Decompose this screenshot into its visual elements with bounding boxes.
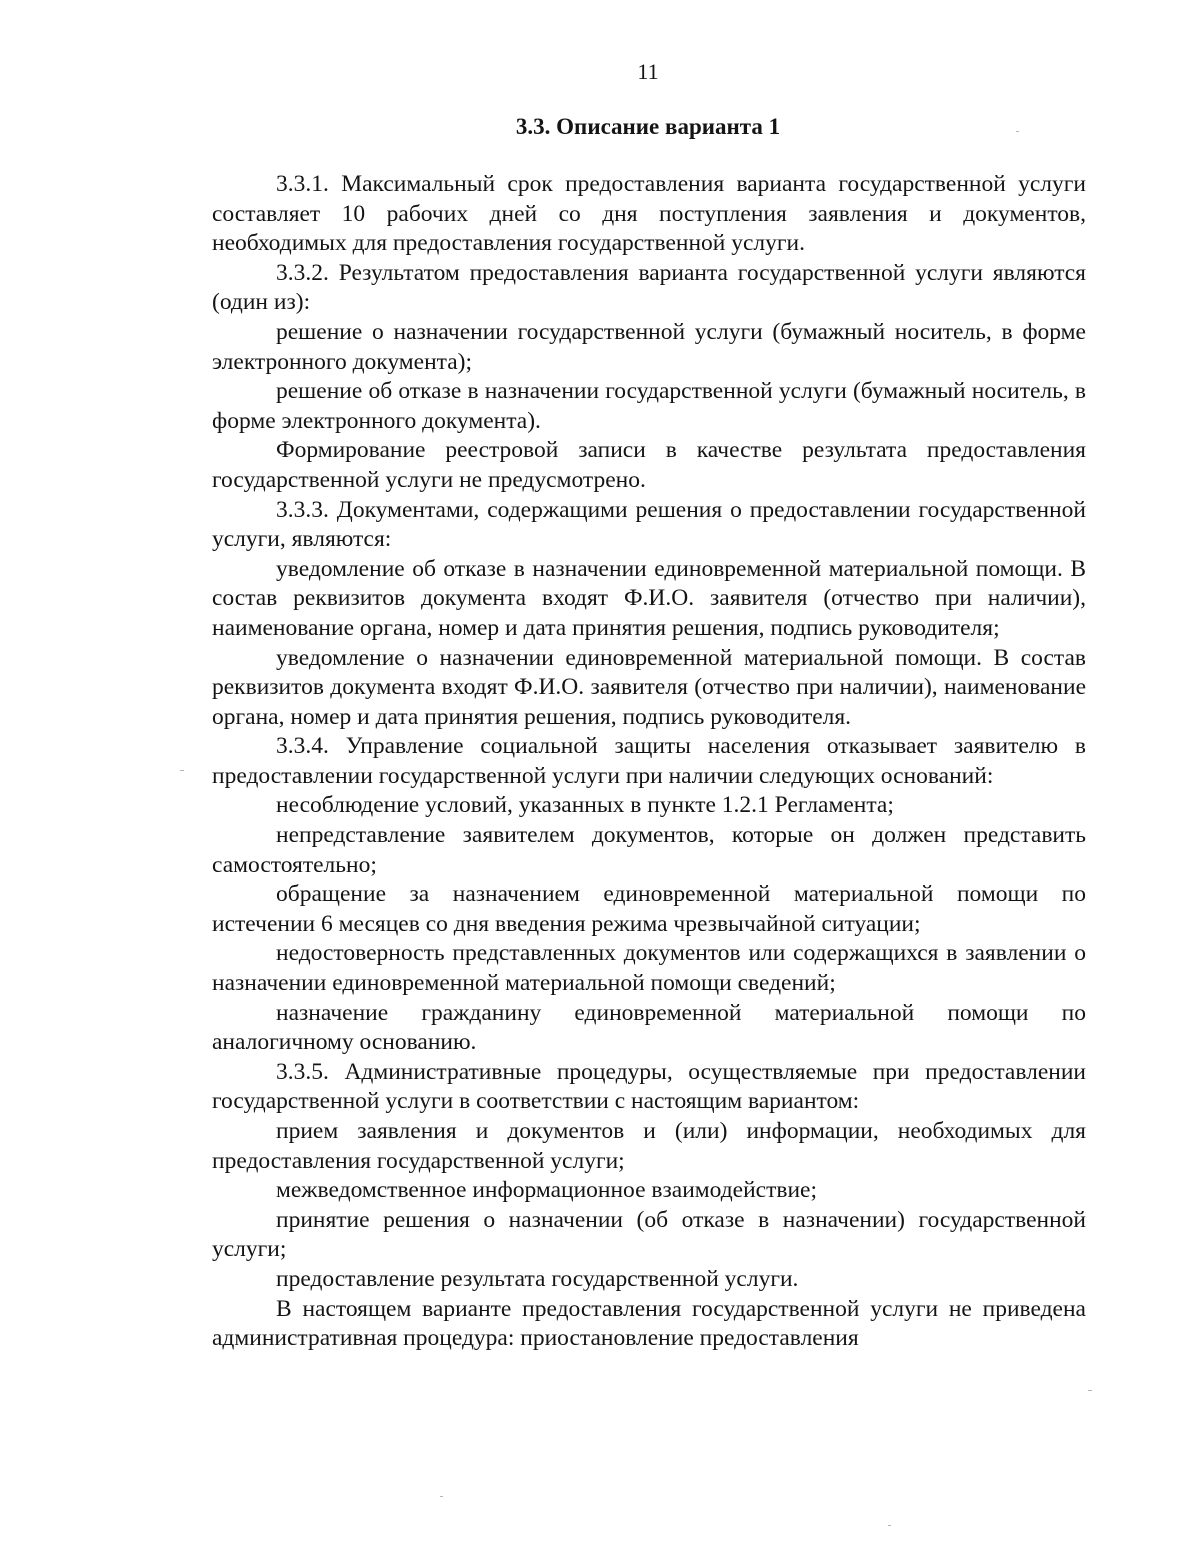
procedure-item-decision: принятие решения о назначении (об отказе в назначении) государственной услуги;	[212, 1206, 1086, 1263]
section-heading: 3.3. Описание варианта 1	[515, 114, 781, 139]
paragraph-3-3-1: 3.3.1. Максимальный срок предоставления варианта государственной услуги составляет 10 рабочих дней со дня поступления заявления и документов, необходимых для предоставления государственной услуги.	[212, 171, 1086, 257]
registry-record-note: Формирование реестровой записи в качестве результата предоставления государственной услуги не предусмотрено.	[212, 437, 1086, 493]
paragraph-no-suspension: В настоящем варианте предоставления государственной услуги не приведена административная процедура: приостановление предоставления	[212, 1295, 1086, 1352]
refusal-ground-inaccuracy: недостоверность представленных документов или содержащихся в заявлении о назначении единовременной материальной помощи сведений;	[212, 940, 1086, 997]
page-number: 11	[637, 59, 659, 84]
scan-speck	[440, 1496, 443, 1497]
scan-speck	[1016, 131, 1019, 132]
document-item-refusal-notice: уведомление об отказе в назначении единовременной материальной помощи. В состав реквизитов документа входят Ф.И.О. заявителя (отчество при наличии), наименование органа, номер и дата принятия решения, подпись руководителя;	[212, 555, 1086, 641]
scan-speck	[180, 770, 184, 771]
result-item-approval: решение о назначении государственной услуги (бумажный носитель, в форме электронного документа);	[212, 318, 1086, 375]
refusal-ground-conditions: несоблюдение условий, указанных в пункте 1.2.1 Регламента;	[276, 792, 894, 819]
refusal-ground-deadline: обращение за назначением единовременной материальной помощи по истечении 6 месяцев со дня введения режима чрезвычайной ситуации;	[212, 881, 1086, 937]
document-body	[212, 170, 1086, 1354]
paragraph-3-3-3: 3.3.3. Документами, содержащими решения о предоставлении государственной услуги, являются:	[212, 496, 1086, 553]
paragraph-3-3-2: 3.3.2. Результатом предоставления варианта государственной услуги являются (один из):	[212, 259, 1086, 316]
result-item-refusal: решение об отказе в назначении государственной услуги (бумажный носитель, в форме электронного документа).	[212, 378, 1086, 434]
procedure-item-interagency: межведомственное информационное взаимодействие;	[276, 1177, 818, 1204]
document-item-approval-notice: уведомление о назначении единовременной материальной помощи. В состав реквизитов документа входят Ф.И.О. заявителя (отчество при наличии), наименование органа, номер и дата принятия решения, подпись руководителя.	[212, 644, 1086, 730]
paragraph-3-3-4: 3.3.4. Управление социальной защиты населения отказывает заявителю в предоставлении государственной услуги при наличии следующих оснований:	[212, 733, 1086, 789]
paragraph-3-3-5: 3.3.5. Административные процедуры, осуществляемые при предоставлении государственной услуги в соответствии с настоящим вариантом:	[212, 1058, 1086, 1115]
refusal-ground-documents: непредставление заявителем документов, которые он должен представить самостоятельно;	[212, 822, 1086, 878]
refusal-ground-duplicate: назначение гражданину единовременной материальной помощи по аналогичному основанию.	[212, 999, 1086, 1056]
procedure-item-intake: прием заявления и документов и (или) информации, необходимых для предоставления государственной услуги;	[212, 1118, 1086, 1174]
procedure-item-result: предоставление результата государственной услуги.	[276, 1265, 799, 1292]
scan-speck	[1088, 1390, 1092, 1391]
scan-speck	[888, 1525, 891, 1526]
